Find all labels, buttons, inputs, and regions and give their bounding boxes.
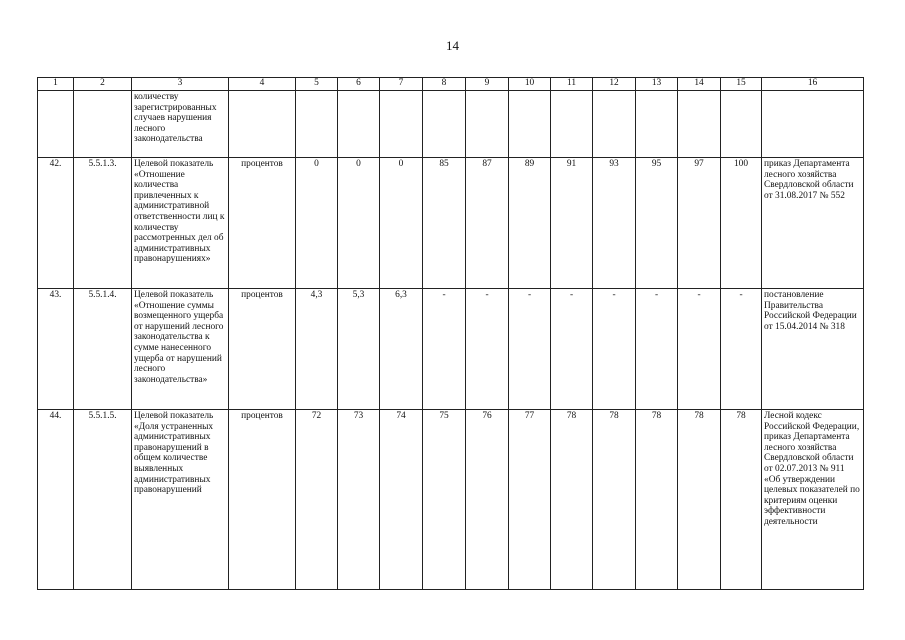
value-cell: 6,3 (380, 289, 423, 410)
value-cell: 78 (636, 410, 678, 590)
value-cell: 0 (338, 158, 380, 289)
value-cell (721, 91, 762, 158)
value-cell (593, 91, 636, 158)
column-header: 7 (380, 78, 423, 91)
value-cell: 97 (678, 158, 721, 289)
value-cell: - (466, 289, 509, 410)
column-header: 6 (338, 78, 380, 91)
indicator-name: Целевой показатель «Отношение суммы возмещенного ущерба от нарушений лесного законодательства к сумме нанесенного ущерба от нарушений лесного законодательства» (132, 289, 229, 410)
column-header: 3 (132, 78, 229, 91)
value-cell: 4,3 (296, 289, 338, 410)
column-header: 12 (593, 78, 636, 91)
row-number: 44. (38, 410, 74, 590)
unit (229, 91, 296, 158)
value-cell: 72 (296, 410, 338, 590)
value-cell: 78 (551, 410, 593, 590)
value-cell: 0 (380, 158, 423, 289)
value-cell: 78 (678, 410, 721, 590)
item-code (74, 91, 132, 158)
value-cell: 87 (466, 158, 509, 289)
value-cell: 85 (423, 158, 466, 289)
unit: процентов (229, 158, 296, 289)
column-header: 14 (678, 78, 721, 91)
value-cell (636, 91, 678, 158)
source-document: приказ Департамента лесного хозяйства Свердловской области от 31.08.2017 № 552 (762, 158, 864, 289)
column-header: 9 (466, 78, 509, 91)
row-number: 42. (38, 158, 74, 289)
unit: процентов (229, 289, 296, 410)
value-cell (466, 91, 509, 158)
row-number (38, 91, 74, 158)
value-cell: 91 (551, 158, 593, 289)
value-cell: - (678, 289, 721, 410)
value-cell: 77 (509, 410, 551, 590)
indicator-name: Целевой показатель «Отношение количества привлеченных к административной ответственности лиц к количеству рассмотренных дел об административных правонарушениях» (132, 158, 229, 289)
column-header: 15 (721, 78, 762, 91)
item-code: 5.5.1.4. (74, 289, 132, 410)
unit: процентов (229, 410, 296, 590)
source-document: Лесной кодекс Российской Федерации, приказ Департамента лесного хозяйства Свердловской области от 02.07.2013 № 911 «Об утверждении целевых показателей по критериям оценки эффективности деятельности (762, 410, 864, 590)
source-document: постановление Правительства Российской Федерации от 15.04.2014 № 318 (762, 289, 864, 410)
table-row (38, 410, 864, 590)
item-code: 5.5.1.5. (74, 410, 132, 590)
value-cell: 74 (380, 410, 423, 590)
value-cell: - (636, 289, 678, 410)
header-row (38, 78, 864, 91)
column-header: 4 (229, 78, 296, 91)
value-cell (338, 91, 380, 158)
table-row (38, 158, 864, 289)
value-cell: - (593, 289, 636, 410)
value-cell (380, 91, 423, 158)
column-header: 2 (74, 78, 132, 91)
value-cell: - (721, 289, 762, 410)
indicator-name: количеству зарегистрированных случаев нарушения лесного законодательства (132, 91, 229, 158)
column-header: 13 (636, 78, 678, 91)
value-cell: 100 (721, 158, 762, 289)
value-cell: - (551, 289, 593, 410)
column-header: 5 (296, 78, 338, 91)
value-cell (509, 91, 551, 158)
item-code: 5.5.1.3. (74, 158, 132, 289)
source-document (762, 91, 864, 158)
row-number: 43. (38, 289, 74, 410)
column-header: 1 (38, 78, 74, 91)
value-cell (551, 91, 593, 158)
value-cell: 93 (593, 158, 636, 289)
value-cell: 0 (296, 158, 338, 289)
column-header: 16 (762, 78, 864, 91)
value-cell: 73 (338, 410, 380, 590)
value-cell: 78 (593, 410, 636, 590)
value-cell: 5,3 (338, 289, 380, 410)
value-cell (423, 91, 466, 158)
table-row (38, 289, 864, 410)
column-header: 8 (423, 78, 466, 91)
indicators-table (37, 77, 864, 590)
value-cell: 75 (423, 410, 466, 590)
indicator-name: Целевой показатель «Доля устраненных административных правонарушений в общем количестве выявленных административных правонарушений (132, 410, 229, 590)
value-cell: - (423, 289, 466, 410)
value-cell (678, 91, 721, 158)
table-row (38, 91, 864, 158)
column-header: 10 (509, 78, 551, 91)
page-number: 14 (446, 38, 459, 53)
column-header: 11 (551, 78, 593, 91)
value-cell: 78 (721, 410, 762, 590)
value-cell: 95 (636, 158, 678, 289)
value-cell: 89 (509, 158, 551, 289)
value-cell: 76 (466, 410, 509, 590)
value-cell (296, 91, 338, 158)
value-cell: - (509, 289, 551, 410)
